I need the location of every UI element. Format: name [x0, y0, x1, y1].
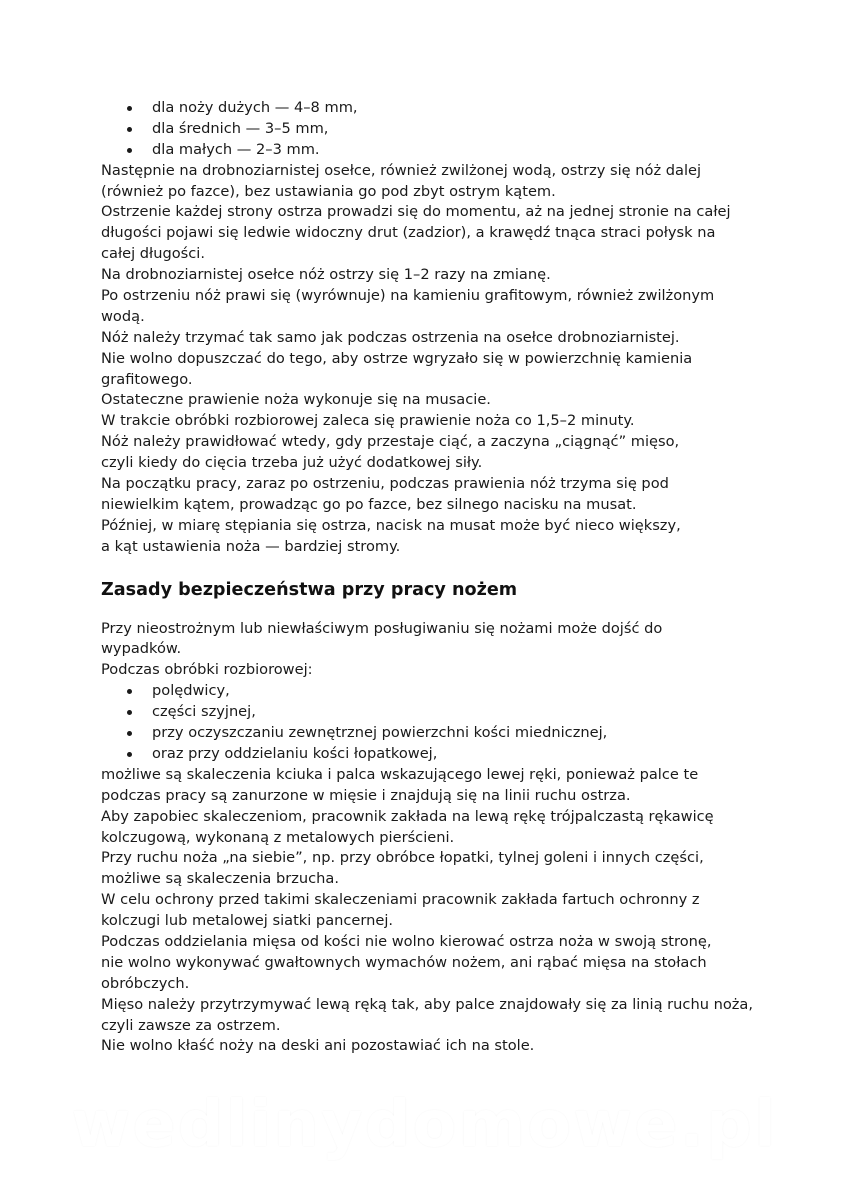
text-line: a kąt ustawienia noża — bardziej stromy. [101, 537, 401, 555]
text-line: niewielkim kątem, prowadząc go po fazce, bez silnego nacisku na musat. [101, 495, 637, 513]
text-line: Nie wolno kłaść noży na deski ani pozostawiać ich na stole. [101, 1037, 535, 1055]
text-line: podczas pracy są zanurzone w mięsie i znajdują się na linii ruchu ostrza. [101, 786, 631, 804]
list-item: polędwicy, [101, 681, 761, 702]
text-line: wypadków. [101, 640, 182, 658]
section-heading: Zasady bezpieczeństwa przy pracy nożem [101, 579, 518, 600]
sharpening-paragraph [101, 161, 761, 558]
text-line: Później, w miarę stępiania się ostrza, nacisk na musat może być nieco większy, [101, 516, 681, 534]
text-line: czyli kiedy do cięcia trzeba już użyć dodatkowej siły. [101, 454, 483, 472]
blade-width-list [101, 98, 761, 161]
text-line: możliwe są skaleczenia brzucha. [101, 870, 340, 888]
risk-areas-list [101, 681, 761, 765]
list-item: przy oczyszczaniu zewnętrznej powierzchni kości miednicznej, [101, 723, 761, 744]
text-line: Mięso należy przytrzymywać lewą ręką tak, aby palce znajdowały się za linią ruchu noża, [101, 995, 754, 1013]
text-line: Przy ruchu noża „na siebie”, np. przy obróbce łopatki, tylnej goleni i innych części, [101, 849, 704, 867]
text-line: grafitowego. [101, 370, 193, 388]
text-line: Na początku pracy, zaraz po ostrzeniu, podczas prawienia nóż trzyma się pod [101, 475, 669, 493]
list-item: dla średnich — 3–5 mm, [101, 119, 761, 140]
text-line: Ostrzenie każdej strony ostrza prowadzi się do momentu, aż na jednej stronie na całej [101, 203, 731, 221]
text-line: czyli zawsze za ostrzem. [101, 1016, 281, 1034]
list-item: dla małych — 2–3 mm. [101, 140, 761, 161]
document-page [101, 98, 761, 1057]
text-line: Podczas obróbki rozbiorowej: [101, 661, 313, 679]
text-line: długości pojawi się ledwie widoczny drut (zadzior), a krawędź tnąca straci połysk na [101, 224, 716, 242]
text-line: W celu ochrony przed takimi skaleczeniami pracownik zakłada fartuch ochronny z [101, 891, 700, 909]
text-line: wodą. [101, 307, 145, 325]
text-line: całej długości. [101, 245, 205, 263]
list-item: części szyjnej, [101, 702, 761, 723]
text-line: Aby zapobiec skaleczeniom, pracownik zakłada na lewą rękę trójpalczastą rękawicę [101, 807, 714, 825]
text-line: Następnie na drobnoziarnistej osełce, również zwilżonej wodą, ostrzy się nóż dalej [101, 161, 702, 179]
text-line: Podczas oddzielania mięsa od kości nie wolno kierować ostrza noża w swoją stronę, [101, 932, 712, 950]
text-line: obróbczych. [101, 974, 190, 992]
text-line: kolczugową, wykonaną z metalowych pierścieni. [101, 828, 455, 846]
watermark: wedlinydomowe.pl [71, 1088, 778, 1162]
text-line: Nie wolno dopuszczać do tego, aby ostrze wgryzało się w powierzchnię kamienia [101, 349, 693, 367]
text-line: Nóż należy prawidłować wtedy, gdy przestaje ciąć, a zaczyna „ciągnąć” mięso, [101, 433, 680, 451]
text-line: kolczugi lub metalowej siatki pancernej. [101, 912, 394, 930]
list-item: dla noży dużych — 4–8 mm, [101, 98, 761, 119]
safety-intro [101, 619, 761, 682]
text-line: nie wolno wykonywać gwałtownych wymachów nożem, ani rąbać mięsa na stołach [101, 953, 707, 971]
text-line: Przy nieostrożnym lub niewłaściwym posługiwaniu się nożami może dojść do [101, 619, 663, 637]
text-line: Ostateczne prawienie noża wykonuje się na musacie. [101, 391, 491, 409]
text-line: możliwe są skaleczenia kciuka i palca wskazującego lewej ręki, ponieważ palce te [101, 765, 699, 783]
text-line: (również po fazce), bez ustawiania go pod zbyt ostrym kątem. [101, 182, 556, 200]
text-line: Nóż należy trzymać tak samo jak podczas ostrzenia na osełce drobnoziarnistej. [101, 328, 680, 346]
text-line: W trakcie obróbki rozbiorowej zaleca się prawienie noża co 1,5–2 minuty. [101, 412, 635, 430]
text-line: Po ostrzeniu nóż prawi się (wyrównuje) na kamieniu grafitowym, również zwilżonym [101, 287, 715, 305]
text-line: Na drobnoziarnistej osełce nóż ostrzy się 1–2 razy na zmianę. [101, 266, 551, 284]
safety-paragraph [101, 765, 761, 1057]
list-item: oraz przy oddzielaniu kości łopatkowej, [101, 744, 761, 765]
